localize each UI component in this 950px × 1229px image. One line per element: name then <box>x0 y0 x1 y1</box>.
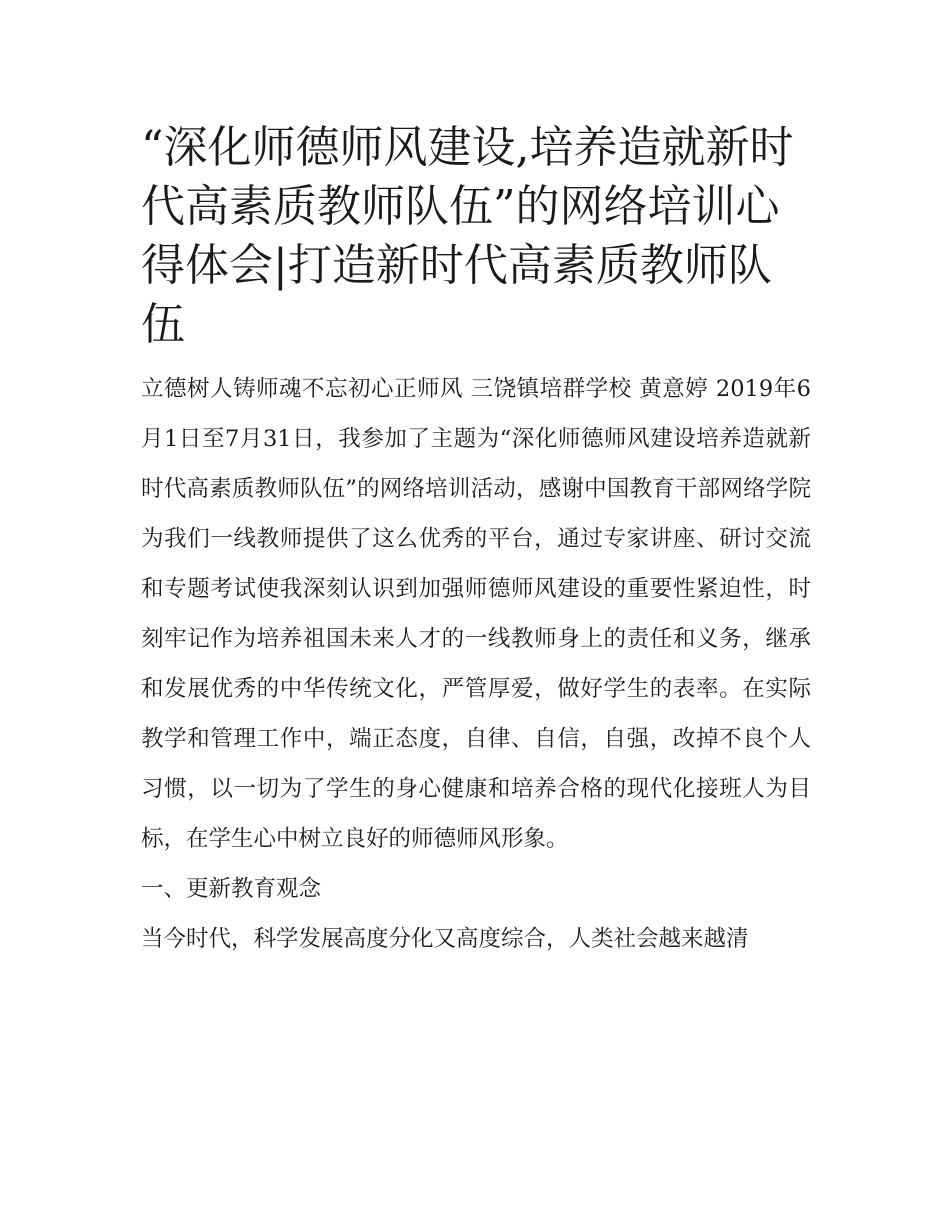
paragraph-section-one-start: 当今时代，科学发展高度分化又高度综合，人类社会越来越清 <box>141 926 749 952</box>
paragraph-intro: 立德树人铸师魂不忘初心正师风 三饶镇培群学校 黄意婷 2019年6月1日至7月31日，我参加了主题为“深化师德师风建设培养造就新时代高素质教师队伍”的网络培训活动，感谢中国教育干部网络学院为我们一线教师提供了这么优秀的平台，通过专家讲座、研讨交流和专题考试使我深刻认识到加强师德师风建设的重要性紧迫性，时刻牢记作为培养祖国未来人才的一线教师身上的责任和义务，继承和发展优秀的中华传统文化，严管厚爱，做好学生的表率。在实际教学和管理工作中，端正态度，自律、自信，自强，改掉不良个人习惯，以一切为了学生的身心健康和培养合格的现代化接班人为目标，在学生心中树立良好的师德师风形象。 <box>141 376 811 852</box>
document-title: “深化师德师风建设,培养造就新时代高素质教师队伍”的网络培训心得体会|打造新时代高素质教师队伍 <box>141 122 794 350</box>
section-heading-update-concepts: 一、更新教育观念 <box>141 876 322 902</box>
document-content <box>141 118 811 964</box>
